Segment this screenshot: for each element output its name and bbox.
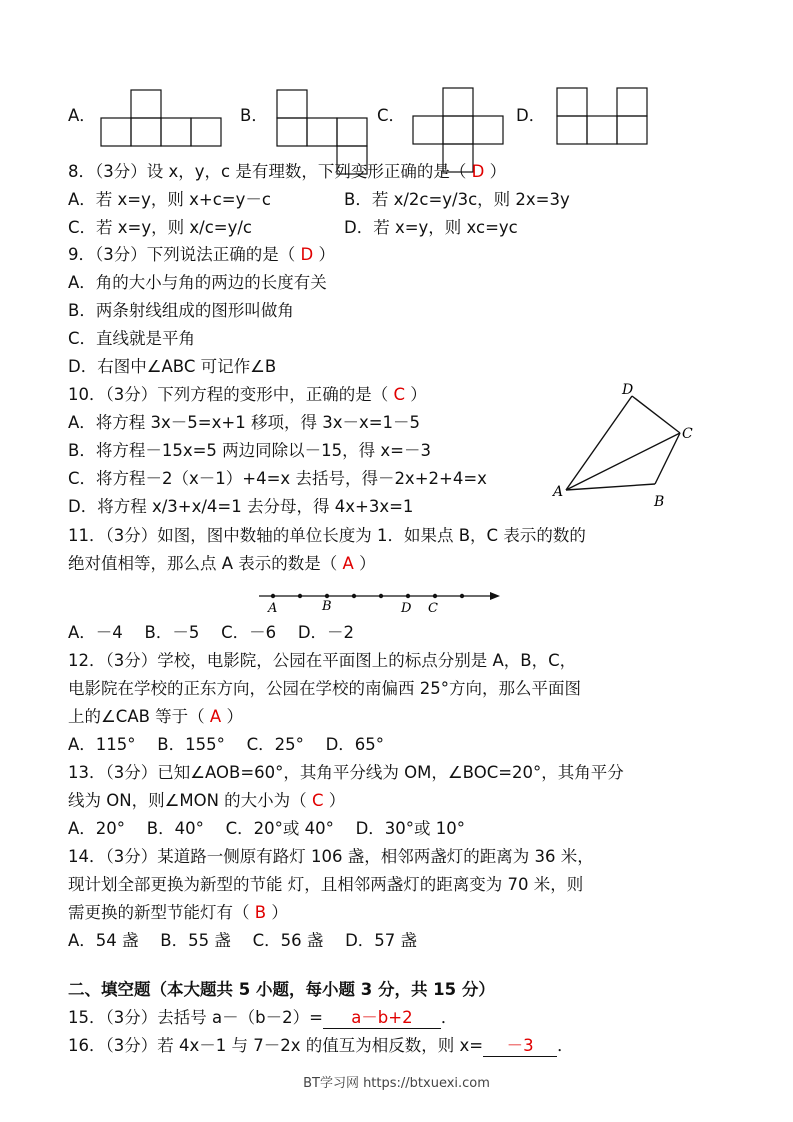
q12-options: A．115° B．155° C．25° D．65° [68,735,385,754]
q11-answer: A [342,554,354,573]
q14-line1: 14．（3分）某道路一侧原有路灯 106 盏，相邻两盏灯的距离为 36 米， [68,847,594,866]
q8-stem: 8．（3分）设 x，y，c 是有理数，下列变形正确的是（ D ） [68,162,507,181]
q8-option-d: D．若 x=y，则 xc=yc [344,218,518,237]
q13-answer: C [311,791,324,810]
q9-stem: 9．（3分）下列说法正确的是（ D ） [68,245,335,264]
q7-figure-a [100,88,225,150]
q14-line2: 现计划全部更换为新型的节能 灯，且相邻两盏灯的距离变为 70 米，则 [68,875,584,894]
q7-option-c-label: C． [377,106,406,125]
footer-watermark: BT学习网 https://btxuexi.com [303,1076,490,1091]
q11-axis-c: C [428,601,438,616]
q13-options: A．20° B．40° C．20°或 40° D．30°或 10° [68,819,466,838]
q8-option-a: A．若 x=y，则 x+c=y－c [68,190,271,209]
q9-option-b: B．两条射线组成的图形叫做角 [68,301,294,320]
q11-line1: 11．（3分）如图，图中数轴的单位长度为 1．如果点 B，C 表示的数的 [68,526,586,545]
q11-axis-a: A [268,601,278,616]
q11-number-line [255,582,505,616]
q12-line3: 上的∠CAB 等于（ A ） [68,707,243,726]
q9-option-c: C．直线就是平角 [68,329,196,348]
q14-answer: B [254,903,267,922]
q10-option-a: A．将方程 3x－5=x+1 移项，得 3x－x=1－5 [68,413,421,432]
q11-line2: 绝对值相等，那么点 A 表示的数是（ A ） [68,554,376,573]
q10-triangle-figure [550,378,710,513]
q13-line1: 13．（3分）已知∠AOB=60°，其角平分线为 OM，∠BOC=20°，其角平分 [68,763,624,782]
q14-options: A．54 盏 B．55 盏 C．56 盏 D．57 盏 [68,931,418,950]
q7-option-a-label: A． [68,106,96,125]
q8-answer: D [471,162,485,181]
q11-options: A．－4 B．－5 C．－6 D．－2 [68,623,355,642]
q10-label-c: C [682,426,693,442]
q11-axis-d: D [401,601,412,616]
q14-line3: 需更换的新型节能灯有（ B ） [68,903,288,922]
q9-option-d: D．右图中∠ABC 可记作∠B [68,357,277,376]
q9-option-a: A．角的大小与角的两边的长度有关 [68,273,327,292]
q10-option-d: D．将方程 x/3+x/4=1 去分母，得 4x+3x=1 [68,497,414,516]
q11-axis-b: B [322,599,332,614]
q12-line2: 电影院在学校的正东方向，公园在学校的南偏西 25°方向，那么平面图 [68,679,581,698]
q10-option-c: C．将方程－2（x－1）+4=x 去括号，得－2x+2+4=x [68,469,487,488]
q7-option-d-label: D． [516,106,546,125]
q16: 16．（3分）若 4x－1 与 7－2x 的值互为相反数，则 x= －3 ． [68,1036,574,1055]
q10-label-b: B [654,494,665,510]
q15: 15．（3分）去括号 a－（b－2）= a－b+2 ． [68,1008,458,1027]
q15-answer-blank: a－b+2 [323,1008,441,1029]
q12-line1: 12．（3分）学校，电影院，公园在平面图上的标点分别是 A，B，C， [68,651,577,670]
section-2-heading: 二、填空题（本大题共 5 小题，每小题 3 分，共 15 分） [68,980,495,999]
q10-stem: 10．（3分）下列方程的变形中，正确的是（ C ） [68,385,427,404]
q8-option-c: C．若 x=y，则 x/c=y/c [68,218,252,237]
q10-label-a: A [553,484,564,500]
q10-option-b: B．将方程－15x=5 两边同除以－15，得 x=－3 [68,441,431,460]
q10-answer: C [393,385,406,404]
q10-label-d: D [622,382,634,398]
q16-answer-blank: －3 [483,1036,557,1057]
q12-answer: A [209,707,222,726]
q9-answer: D [300,245,314,264]
q7-figure-d [555,86,655,150]
q8-option-b: B．若 x/2c=y/3c，则 2x=3y [344,190,570,209]
q7-option-b-label: B． [240,106,268,125]
q13-line2: 线为 ON，则∠MON 的大小为（ C ） [68,791,346,810]
